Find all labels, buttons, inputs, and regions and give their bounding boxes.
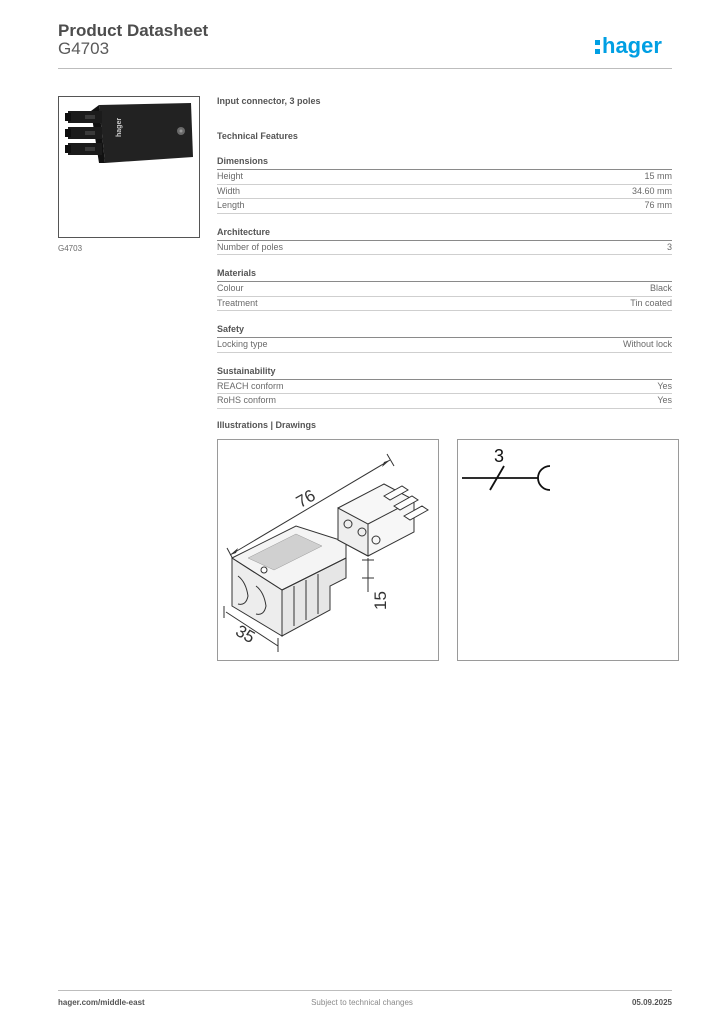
technical-content bbox=[217, 96, 672, 409]
spec-row bbox=[217, 338, 672, 353]
spec-value: 15 mm bbox=[644, 171, 672, 181]
section-sustainability bbox=[217, 366, 672, 409]
spec-label: Length bbox=[217, 200, 245, 210]
spec-label: Locking type bbox=[217, 339, 268, 349]
spec-value: 76 mm bbox=[644, 200, 672, 210]
spec-row bbox=[217, 185, 672, 200]
section-dimensions bbox=[217, 156, 672, 214]
spec-value: 34.60 mm bbox=[631, 185, 672, 196]
section-title: Materials bbox=[217, 268, 672, 282]
illustrations-title: Illustrations | Drawings bbox=[217, 420, 317, 430]
logo-text: hager bbox=[602, 33, 662, 58]
spec-value: Yes bbox=[657, 380, 672, 391]
section-architecture bbox=[217, 227, 672, 256]
hager-logo bbox=[594, 28, 674, 62]
spec-label: Treatment bbox=[217, 297, 258, 308]
section-title: Dimensions bbox=[217, 156, 672, 170]
photo-caption: G4703 bbox=[58, 244, 83, 253]
section-title: Sustainability bbox=[217, 366, 672, 380]
spec-row bbox=[217, 297, 672, 312]
height-dimension-label: 15 bbox=[371, 591, 390, 610]
svg-text:hager: hager bbox=[116, 117, 123, 137]
header-divider bbox=[58, 68, 672, 69]
spec-label: Number of poles bbox=[217, 241, 284, 252]
product-code: G4703 bbox=[58, 39, 110, 58]
poles-label: 3 bbox=[494, 446, 505, 466]
spec-value: Black bbox=[649, 283, 672, 293]
spec-row bbox=[217, 170, 672, 185]
spec-label: Width bbox=[217, 185, 241, 196]
spec-row bbox=[217, 199, 672, 214]
spec-label: Colour bbox=[217, 283, 244, 293]
footer-website: hager.com/middle-east bbox=[58, 998, 145, 1007]
section-title: Safety bbox=[217, 324, 672, 338]
section-materials bbox=[217, 268, 672, 311]
spec-row bbox=[217, 380, 672, 395]
features-title: Technical Features bbox=[217, 131, 298, 141]
circuit-symbol-drawing bbox=[457, 439, 679, 661]
product-name: Input connector, 3 poles bbox=[217, 96, 321, 106]
spec-label: RoHS conform bbox=[217, 395, 277, 405]
width-dimension-label: 35 bbox=[232, 621, 259, 648]
length-dimension-label: 76 bbox=[292, 485, 319, 512]
footer-date: 05.09.2025 bbox=[631, 998, 672, 1007]
page-title: Product Datasheet bbox=[58, 21, 209, 40]
section-title: Architecture bbox=[217, 227, 672, 241]
spec-label: Height bbox=[217, 171, 244, 181]
footer-divider bbox=[58, 990, 672, 991]
spec-value: Without lock bbox=[622, 339, 672, 349]
spec-value: Tin coated bbox=[630, 297, 672, 308]
footer-note: Subject to technical changes bbox=[311, 998, 413, 1007]
spec-row bbox=[217, 282, 672, 297]
spec-value: 3 bbox=[666, 241, 672, 252]
product-photo bbox=[58, 96, 200, 238]
spec-label: REACH conform bbox=[217, 380, 284, 391]
dimension-drawing bbox=[217, 439, 439, 661]
spec-row bbox=[217, 394, 672, 409]
spec-row bbox=[217, 241, 672, 256]
spec-value: Yes bbox=[657, 395, 672, 405]
section-safety bbox=[217, 324, 672, 353]
